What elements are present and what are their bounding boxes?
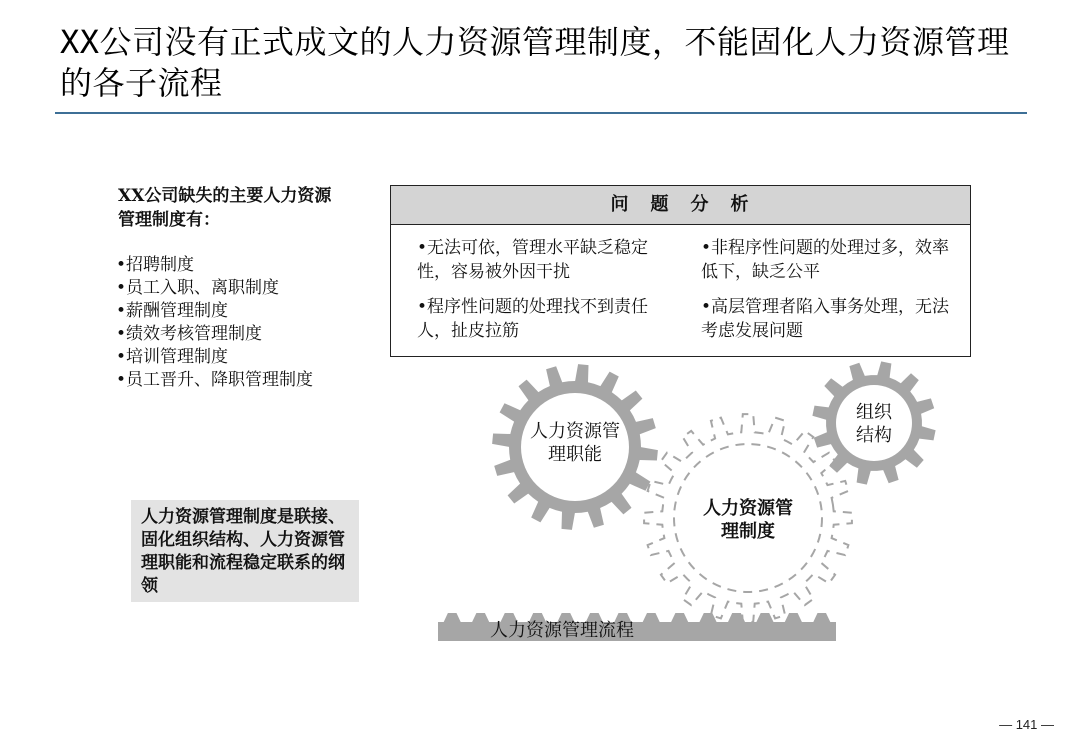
policy-item: •绩效考核管理制度	[116, 324, 263, 344]
org-structure-label: 组织结构	[856, 402, 892, 446]
summary-box: 人力资源管理制度是联接、固化组织结构、人力资源管理职能和流程稳定联系的纲领	[131, 500, 359, 602]
page-title: XX公司没有正式成文的人力资源管理制度，不能固化人力资源管理的各子流程	[60, 23, 1010, 102]
hr-process-label: 人力资源管理流程	[490, 620, 634, 641]
hr-system-label: 人力资源管理制度	[703, 498, 793, 542]
policy-item: •招聘制度	[116, 255, 195, 275]
policy-item: •薪酬管理制度	[116, 301, 229, 321]
page-number: — 141 —	[999, 717, 1054, 732]
missing-policies-heading: XX公司缺失的主要人力资源管理制度有：	[118, 186, 332, 230]
issue-item: •非程序性问题的处理过多，效率低下，缺乏公平	[701, 238, 950, 282]
hr-function-label: 人力资源管理职能	[530, 421, 620, 465]
issue-item: •无法可依，管理水平缺乏稳定性，容易被外因干扰	[417, 238, 649, 282]
policy-item: •员工晋升、降职管理制度	[116, 370, 314, 390]
issue-item: •程序性问题的处理找不到责任人，扯皮拉筋	[417, 297, 649, 341]
policy-item: •员工入职、离职制度	[116, 278, 280, 298]
issue-item: •高层管理者陷入事务处理，无法考虑发展问题	[701, 297, 950, 341]
policy-item: •培训管理制度	[116, 347, 229, 367]
problem-analysis-title: 问 题 分 析	[610, 194, 751, 215]
